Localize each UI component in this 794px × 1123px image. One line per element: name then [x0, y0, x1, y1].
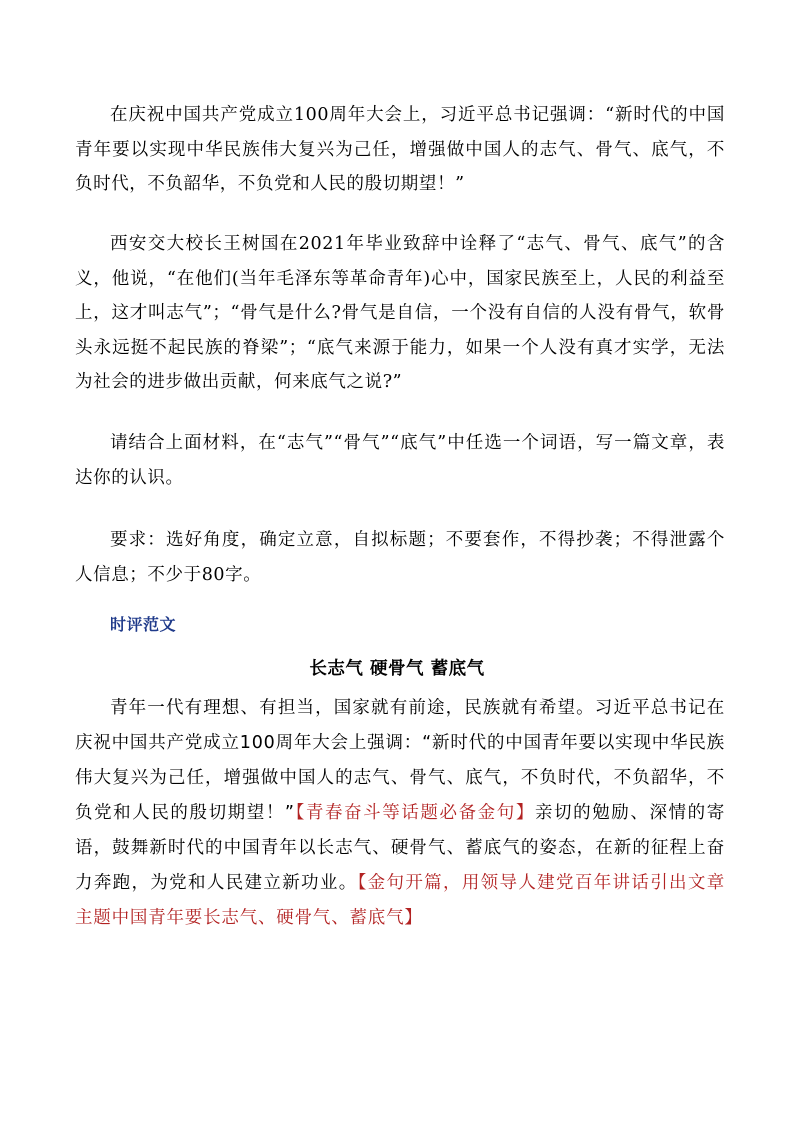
essay-note-2: 【金句开篇，用领导人建党百年讲话引出文章主题中国青年要长志气、硬骨气、蓄底气】	[75, 873, 726, 928]
material-text-2: 西安交大校长王树国在2021年毕业致辞中诠释了“志气、骨气、底气”的含义，他说，“在他们(当年毛泽东等革命青年)心中，国家民族至上，人民的利益至上，这才叫志气”；“骨气是什么?骨气是自信，一个没有自信的人没有骨气，软骨头永远挺不起民族的脊梁”；“底气来源于能力，如果一个人没有真才实学，无法为社会的进步做出贡献，何来底气之说?”	[75, 234, 725, 392]
material-text-4: 要求：选好角度，确定立意，自拟标题；不要套作，不得抄袭；不得泄露个人信息；不少于80字。	[75, 530, 725, 585]
essay-text-1a: 青年一代有理想、有担当，国家就有前途，民族就有希望。习近平总书记在庆祝中国共产党成立100周年大会上强调：“新时代的中国青年要以实现中华民族伟大复兴为己任，增强做中国人的志气、骨气、底气，不负时代，不负韶华，不负党和人民的殷切期望！”	[75, 698, 725, 823]
essay-title: 长志气 硬骨气 蓄底气	[309, 659, 485, 679]
essay-text-1	[75, 691, 725, 936]
material-paragraph-3	[75, 426, 725, 495]
material-paragraph-1	[75, 98, 725, 202]
section-heading: 时评范文	[110, 615, 177, 634]
essay-text-1b: 亲切的勉励、深情的寄语，鼓舞新时代的中国青年以长志气、硬骨气、蓄底气的姿态，在新的征程上奋力奔跑，为党和人民建立新功业。	[75, 803, 725, 893]
essay-paragraph-1	[75, 691, 725, 936]
material-text-3: 请结合上面材料，在“志气”“骨气”“底气”中任选一个词语，写一篇文章，表达你的认识。	[75, 433, 725, 488]
material-paragraph-2	[75, 227, 725, 400]
material-text-1: 在庆祝中国共产党成立100周年大会上，习近平总书记强调：“新时代的中国青年要以实现中华民族伟大复兴为己任，增强做中国人的志气、骨气、底气，不负时代，不负韶华，不负党和人民的殷切期望！”	[75, 105, 725, 194]
essay-note-1: 【青春奋斗等话题必备金句】	[294, 803, 535, 823]
material-paragraph-4	[75, 523, 725, 592]
